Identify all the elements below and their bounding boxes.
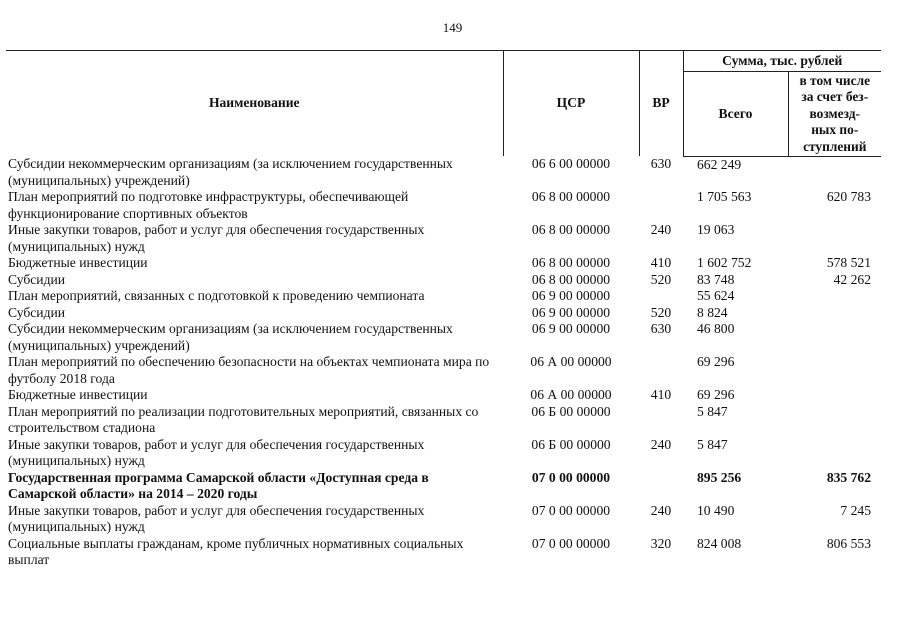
header-csr: ЦСР xyxy=(503,51,639,157)
header-free-line: ступлений xyxy=(803,138,867,154)
row-free xyxy=(788,437,881,470)
page-number: 149 xyxy=(442,20,463,35)
table-row xyxy=(6,156,881,189)
row-free: 835 762 xyxy=(826,469,871,485)
table-row xyxy=(6,536,881,569)
header-vr: ВР xyxy=(639,51,683,157)
table-row xyxy=(6,255,881,272)
row-name: Иные закупки товаров, работ и услуг для обеспечения государственных (муниципальных) нужд xyxy=(8,222,425,254)
table-row xyxy=(6,354,881,387)
row-free: 806 553 xyxy=(826,535,871,551)
row-vr xyxy=(639,288,683,305)
row-name: Государственная программа Самарской области «Доступная среда в Самарской области» на 2014 – 2020 годы xyxy=(8,469,429,501)
row-name: Иные закупки товаров, работ и услуг для обеспечения государственных (муниципальных) нужд xyxy=(8,502,425,534)
row-csr: 06 9 00 00000 xyxy=(531,304,611,320)
header-name: Наименование xyxy=(6,51,503,157)
row-csr: 06 Б 00 00000 xyxy=(531,436,611,452)
row-vr: 410 xyxy=(650,255,672,270)
table-row xyxy=(6,189,881,222)
row-name: План мероприятий по обеспечению безопасности на объектах чемпионата мира по футболу 2018 года xyxy=(8,354,490,386)
table-row xyxy=(6,321,881,354)
row-vr: 240 xyxy=(650,502,672,518)
row-free xyxy=(788,321,881,354)
row-name: Иные закупки товаров, работ и услуг для обеспечения государственных (муниципальных) нужд xyxy=(8,436,425,468)
row-total: 19 063 xyxy=(697,222,735,237)
row-free: 620 783 xyxy=(826,189,871,204)
row-csr: 06 8 00 00000 xyxy=(531,271,611,287)
row-free xyxy=(788,404,881,437)
row-csr: 07 0 00 00000 xyxy=(531,502,611,518)
header-free-line: возмезд- xyxy=(809,105,860,121)
table-row xyxy=(6,404,881,437)
row-total: 8 824 xyxy=(697,304,728,320)
row-total: 83 748 xyxy=(697,271,735,287)
row-free xyxy=(788,222,881,255)
row-vr: 520 xyxy=(650,304,672,320)
table-row xyxy=(6,503,881,536)
row-total: 895 256 xyxy=(697,469,742,485)
row-vr: 630 xyxy=(650,156,672,171)
row-csr: 06 А 00 00000 xyxy=(530,387,612,402)
header-free-line: в том числе xyxy=(799,72,871,88)
row-total: 5 847 xyxy=(697,436,728,452)
row-free: 42 262 xyxy=(833,271,871,287)
row-total: 69 296 xyxy=(697,354,735,369)
header-sum: Сумма, тыс. рублей xyxy=(683,51,881,72)
row-vr xyxy=(639,189,683,222)
row-csr: 06 А 00 00000 xyxy=(530,354,612,369)
row-vr: 240 xyxy=(650,436,672,452)
header-free xyxy=(788,72,881,157)
row-name: План мероприятий, связанных с подготовкой к проведению чемпионата xyxy=(8,288,425,303)
header-total: Всего xyxy=(683,72,788,157)
row-csr: 06 8 00 00000 xyxy=(531,189,611,204)
table-row xyxy=(6,437,881,470)
row-name: Субсидии некоммерческим организациям (за исключением государственных (муниципальных) учреждений) xyxy=(8,321,453,353)
row-free xyxy=(788,354,881,387)
row-csr: 06 9 00 00000 xyxy=(531,288,611,303)
table-row xyxy=(6,305,881,322)
table-header xyxy=(6,51,881,157)
table-row xyxy=(6,387,881,404)
header-free-line: за счет без- xyxy=(801,89,869,104)
table-row xyxy=(6,222,881,255)
header-free-line: ных по- xyxy=(811,122,859,137)
row-free xyxy=(788,156,881,189)
row-total: 662 249 xyxy=(697,156,742,172)
row-name: Бюджетные инвестиции xyxy=(8,255,148,270)
row-name: План мероприятий по подготовке инфраструктуры, обеспечивающей функционирование спортивных объектов xyxy=(8,189,409,221)
row-total: 5 847 xyxy=(697,403,728,419)
row-free: 7 245 xyxy=(840,502,871,518)
table-body xyxy=(6,156,881,569)
row-vr: 240 xyxy=(650,222,672,237)
row-name: План мероприятий по реализации подготовительных мероприятий, связанных со строительством стадиона xyxy=(8,403,479,435)
row-csr: 06 6 00 00000 xyxy=(531,156,611,171)
row-csr: 07 0 00 00000 xyxy=(531,535,611,551)
row-vr: 520 xyxy=(650,271,672,287)
row-vr xyxy=(639,354,683,387)
table-row xyxy=(6,288,881,305)
row-name: Субсидии некоммерческим организациям (за исключением государственных (муниципальных) учреждений) xyxy=(8,156,453,188)
row-total: 10 490 xyxy=(697,502,735,518)
row-name: Бюджетные инвестиции xyxy=(8,387,148,402)
row-total: 69 296 xyxy=(697,387,735,402)
row-total: 824 008 xyxy=(697,535,742,551)
row-total: 1 705 563 xyxy=(697,189,752,204)
row-vr: 410 xyxy=(650,387,672,402)
row-vr xyxy=(639,404,683,437)
row-name: Социальные выплаты гражданам, кроме публичных нормативных социальных выплат xyxy=(8,535,464,567)
budget-table xyxy=(6,50,881,569)
row-free xyxy=(788,305,881,322)
row-free: 578 521 xyxy=(826,255,871,270)
row-name: Субсидии xyxy=(8,271,66,287)
row-total: 1 602 752 xyxy=(697,255,752,270)
row-free xyxy=(788,387,881,404)
row-csr: 07 0 00 00000 xyxy=(531,469,611,485)
row-vr xyxy=(639,470,683,503)
row-free xyxy=(788,288,881,305)
row-csr: 06 8 00 00000 xyxy=(531,222,611,237)
row-total: 55 624 xyxy=(697,288,735,303)
row-vr: 320 xyxy=(650,535,672,551)
table-row xyxy=(6,470,881,503)
row-vr: 630 xyxy=(650,321,672,336)
table-row xyxy=(6,272,881,289)
row-csr: 06 9 00 00000 xyxy=(531,321,611,336)
row-total: 46 800 xyxy=(697,321,735,336)
row-name: Субсидии xyxy=(8,304,66,320)
row-csr: 06 8 00 00000 xyxy=(531,255,611,270)
row-csr: 06 Б 00 00000 xyxy=(531,403,611,419)
